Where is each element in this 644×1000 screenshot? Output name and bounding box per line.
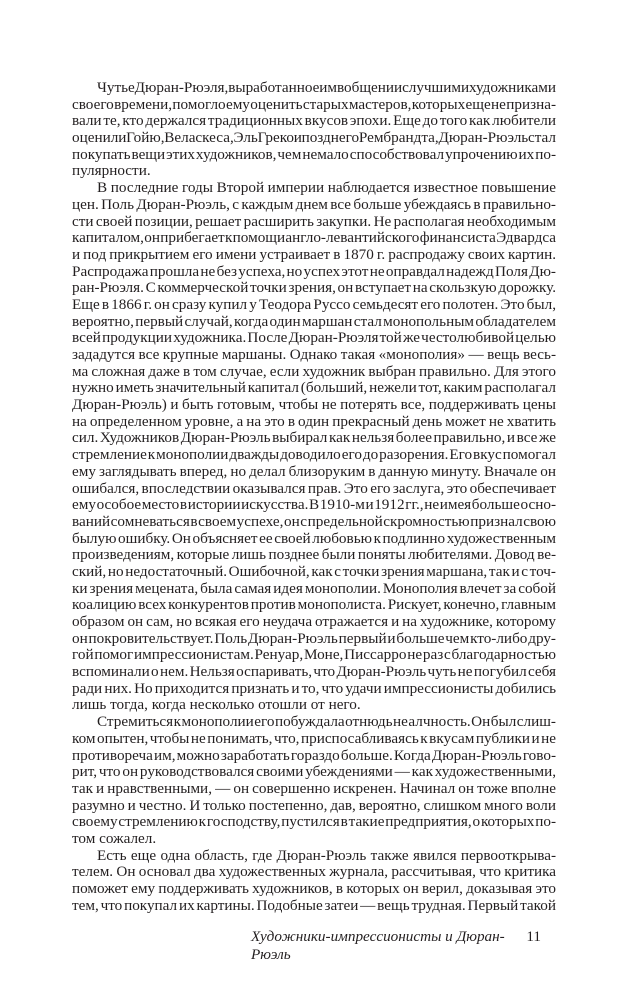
- text-line: Чутье Дюран-Рюэля, выработанное им в общении с лучшими художниками: [97, 79, 556, 96]
- text-line: и под прикрытием его имени устраивает в 1870 г. распродажу своих картин.: [72, 245, 556, 263]
- text-line: капиталом, он прибегает к помощи англо-левантийского финансиста Эдвардса: [72, 229, 556, 247]
- text-line: стремление к монополии дважды доводило его до разорения. Его вкус помогал: [72, 446, 556, 464]
- text-line: так и нравственными, — он совершенно искренен. Начинал он тоже вполне: [72, 779, 556, 797]
- text-line: покупать вещи этих художников, чем немало способствовал упрочению их по-: [72, 145, 556, 163]
- text-line: Еще в 1866 г. он сразу купил у Теодора Руссо семьдесят его полотен. Это был,: [72, 295, 556, 313]
- text-line: поможет ему поддерживать художников, в которых он верил, доказывая это: [72, 880, 556, 897]
- text-line: вероятно, первый случай, когда один маршан стал монопольным обладателем: [72, 312, 556, 330]
- text-line: ский, но недостаточный. Ошибочной, как с точки зрения маршана, так и с точ-: [72, 562, 556, 580]
- running-title: Художники-импрессионисты и Дюран-Рюэль: [251, 928, 505, 963]
- text-line: ошибался, впоследствии оказывался прав. Это его заслуга, это обеспечивает: [72, 479, 556, 497]
- text-line: произведениям, которые лишь позднее были поняты любителями. Довод ве-: [72, 546, 556, 564]
- text-line: ма сложная даже в том случае, если художник выбран правильно. Для этого: [72, 362, 556, 380]
- text-line: ком опытен, чтобы не понимать, что, приспосабливаясь к вкусам публики и не: [72, 729, 556, 747]
- text-line: цен. Поль Дюран-Рюэль, с каждым днем все больше убеждаясь в правильно-: [72, 195, 556, 213]
- text-line: ран-Рюэля. С коммерческой точки зрения, он вступает на скользкую дорожку.: [72, 279, 556, 297]
- text-line: телем. Он основал два художественных журнала, рассчитывая, что критика: [72, 863, 556, 881]
- text-line: зададутся все крупные маршаны. Однако такая «монополия» — вещь весь-: [72, 346, 556, 363]
- text-line: сил. Художников Дюран-Рюэль выбирал как нельзя более правильно, и все же: [72, 429, 556, 447]
- text-line: образом он сам, но всякая его неудача отражается и на художнике, которому: [72, 613, 556, 630]
- text-line: том сожалел.: [72, 829, 157, 847]
- paragraph: [72, 714, 556, 848]
- text-line: ему заглядывать вперед, но делал близоруким в данную минуту. Вначале он: [72, 462, 556, 480]
- text-line: всей продукции художника. После Дюран-Рюэля той же честолюбивой целью: [72, 329, 556, 347]
- page-footer: [251, 928, 541, 964]
- text-line: разумно и честно. И только постепенно, дав, вероятно, слишком много воли: [72, 796, 556, 814]
- body-text: [72, 80, 556, 914]
- text-line: нужно иметь значительный капитал (больший, нежели тот, каким располагал: [72, 379, 556, 397]
- text-line: своему стремлению к господству, пустился в такие предприятия, о которых по-: [72, 813, 556, 831]
- text-line: рит, что он руководствовался своими убеждениями — как художественными,: [72, 763, 556, 781]
- text-line: Стремиться к монополии его побуждала отнюдь не алчность. Он был слиш-: [97, 713, 556, 731]
- paragraph: [72, 848, 556, 915]
- paragraph: [72, 180, 556, 714]
- text-line: вспоминали о нем. Нельзя оспаривать, что Дюран-Рюэль чуть не погубил себя: [72, 663, 556, 681]
- page-number: 11: [526, 928, 541, 945]
- text-line: лишь тогда, когда несколько отошли от него.: [72, 696, 361, 714]
- paragraph: [72, 80, 556, 180]
- text-line: сти своей позиции, решает расширить закупки. Не располагая необходимым: [72, 212, 556, 230]
- text-line: гой помог импрессионистам. Ренуар, Моне, Писсарро не раз с благодарностью: [72, 646, 556, 664]
- text-line: ему особое место в истории искусства. В 1910-м и 1912 гг., не имея больше осно-: [72, 496, 556, 514]
- text-line: вали те, кто держался традиционных вкусов эпохи. Еще до того как любители: [72, 112, 556, 130]
- text-line: противореча им, можно заработать гораздо больше. Когда Дюран-Рюэль гово-: [72, 746, 556, 764]
- text-line: ваний сомневаться в своем успехе, он с предельной скромностью признал свою: [72, 512, 556, 530]
- text-line: былую ошибку. Он объясняет ее своей любовью к подлинно художественным: [72, 529, 556, 547]
- text-line: оценили Гойю, Веласкеса, Эль Греко и позднего Рембрандта, Дюран-Рюэль стал: [72, 129, 556, 147]
- text-line: пулярности.: [72, 162, 151, 180]
- text-line: ради них. Но приходится признать и то, что удачи импрессионисты добились: [72, 679, 556, 697]
- text-line: В последние годы Второй империи наблюдается известное повышение: [97, 179, 556, 197]
- text-line: Есть еще одна область, где Дюран-Рюэль также явился первооткрыва-: [97, 846, 556, 864]
- text-line: он покровительствует. Поль Дюран-Рюэль первый и больше чем кто-либо дру-: [72, 629, 556, 647]
- text-line: Распродажа прошла не без успеха, но успех этот не оправдал надежд Поля Дю-: [72, 262, 556, 280]
- text-line: тем, что покупал их картины. Подобные затеи — вещь трудная. Первый такой: [72, 896, 556, 914]
- text-line: ки зрения мецената, была самая идея монополии. Монополия влечет за собой: [72, 579, 556, 597]
- text-line: Дюран-Рюэль) и быть готовым, чтобы не потерять все, поддерживать цены: [72, 396, 556, 414]
- text-line: своего времени, помогло ему оценить старых мастеров, которых еще не призна-: [72, 95, 556, 113]
- text-line: на определенном уровне, а на это в один прекрасный день может не хватить: [72, 412, 556, 430]
- text-line: коалицию всех конкурентов против монополиста. Рискует, конечно, главным: [72, 596, 556, 614]
